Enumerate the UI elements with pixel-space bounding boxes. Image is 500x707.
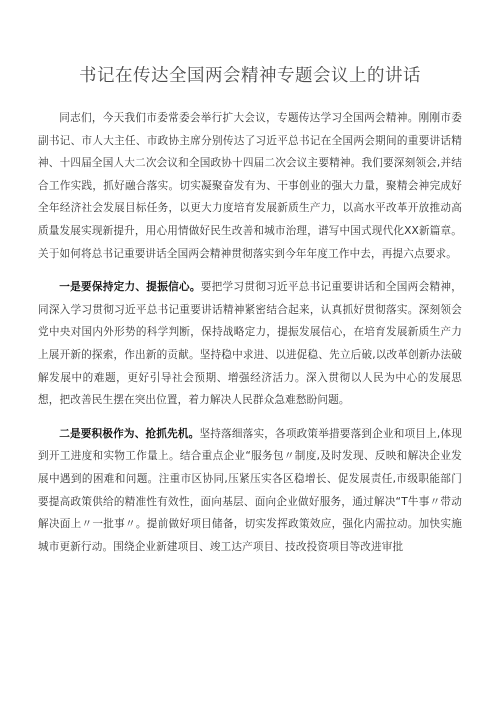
paragraph-point-two <box>38 423 462 559</box>
paragraph-point-one <box>38 276 462 412</box>
point-one-text: 要把学习贯彻习近平总书记重要讲话和全国两会精神，同深入学习贯彻习近平总书记重要讲话精神紧密结合起来，认真抓好贯彻落实。深刻领会党中央对国内外形势的科学判断，保持战略定力，提振发展信心，在培育发展新质生产力上展开新的探索，作出新的贡献。坚持稳中求进、以进促稳、先立后破,以改革创新办法破解发展中的难题，更好引导社会预期、增强经济活力。深入贯彻以人民为中心的发展思想，把改善民生摆在突出位置，着力解决人民群众急难愁盼问题。 <box>38 281 462 407</box>
point-two-text: 坚持落细落实，各项政策举措要落到企业和项目上,体现到开工进度和实物工作量上。结合重点企业“服务包〃制度,及时发现、反映和解决企业发展中遇到的困难和问题。注重市区协同,压紧压实各区稳增长、促发展责任,市级职能部门要提高政策供给的精准性有效性，面向基层、面向企业做好服务，通过解决“T牛事〃带动解决面上〃一批事〃。提前做好项目储备，切实发挥政策效应，强化内需拉动。加快实施城市更新行动。围绕企业新建项目、竣工达产项目、技改投资项目等改进审批 <box>38 427 462 553</box>
paragraph-intro-text: 同志们，今天我们市委常委会举行扩大会议，专题传达学习全国两会精神。刚刚市委副书记、市人大主任、市政协主席分别传达了习近平总书记在全国两会期间的重要讲话精神、十四届全国人大二次会议和全国政协十四届二次会议主要精神。我们要深刻领会,并结合工作实践，抓好融合落实。切实凝聚奋发有为、干事创业的强大力量，聚精会神完成好全年经济社会发展目标任务，以更大力度培育发展新质生产力，以高水平改革开放推动高质量发展实现新提升，用心用情做好民生改善和城市治理，谱写中国式现代化XX新篇章。关于如何将总书记重要讲话全国两会精神贯彻落实到今年年度工作中去，再提六点要求。 <box>38 112 462 260</box>
point-one-heading: 一是要保持定力、提振信心。 <box>59 281 201 294</box>
paragraph-intro <box>38 107 462 265</box>
document-title: 书记在传达全国两会精神专题会议上的讲话 <box>79 66 421 86</box>
point-two-heading: 二是要积极作为、抢抓先机。 <box>59 427 200 440</box>
